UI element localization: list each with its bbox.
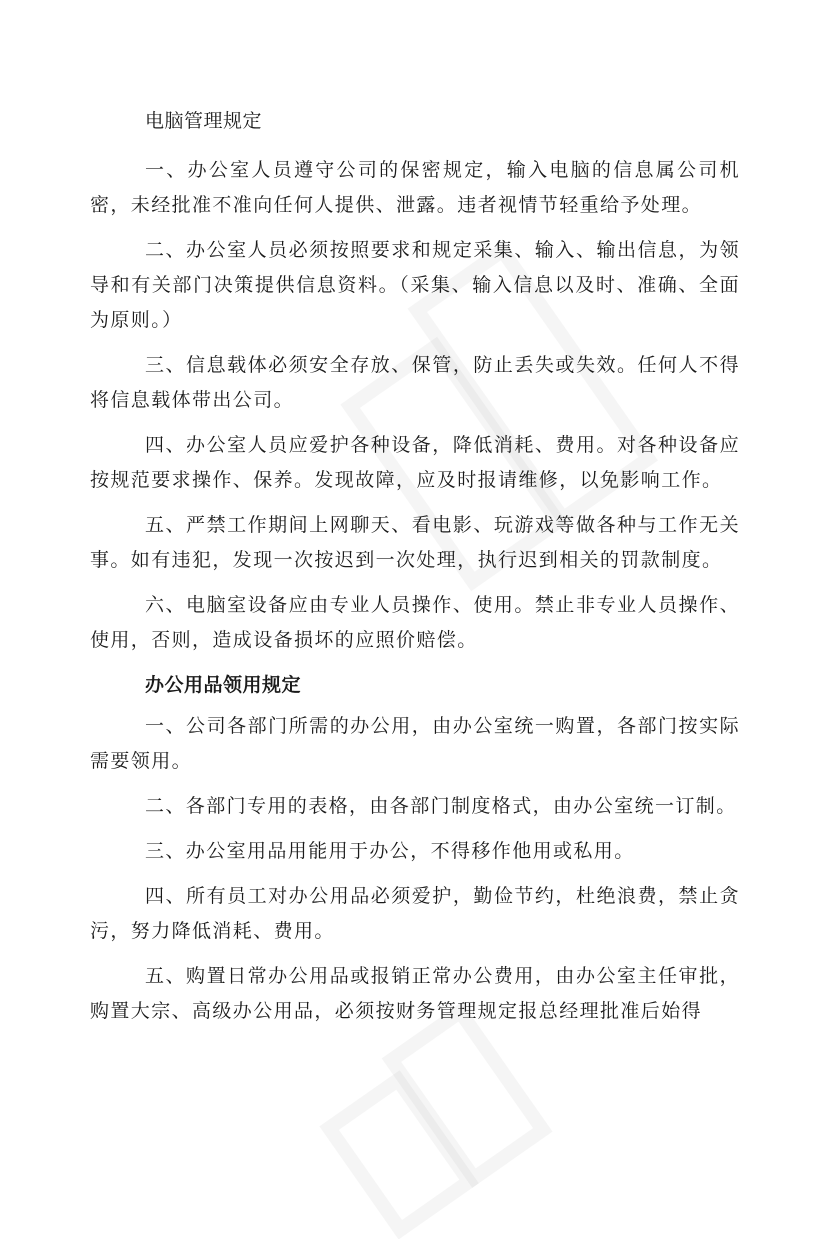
supplies-rule-1: 一、公司各部门所需的办公用，由办公室统一购置，各部门按实际需要领用。: [90, 715, 740, 772]
computer-rule-2: 二、办公室人员必须按照要求和规定采集、输入、输出信息，为领导和有关部门决策提供信息资料。（采集、输入信息以及时、准确、全面为原则。）: [90, 239, 740, 331]
computer-rule-6: 六、电脑室设备应由专业人员操作、使用。禁止非专业人员操作、使用，否则，造成设备损坏的应照价赔偿。: [90, 594, 740, 651]
computer-rule-3: 三、信息载体必须安全存放、保管，防止丢失或失效。任何人不得将信息载体带出公司。: [90, 354, 740, 411]
computer-rule-5: 五、严禁工作期间上网聊天、看电影、玩游戏等做各种与工作无关事。如有违犯，发现一次按迟到一次处理，执行迟到相关的罚款制度。: [90, 514, 740, 571]
supplies-rule-5: 五、购置日常办公用品或报销正常办公费用，由办公室主任审批，购置大宗、高级办公用品，必须按财务管理规定报总经理批准后始得: [90, 965, 740, 1022]
section-title-supplies: 办公用品领用规定: [145, 674, 302, 696]
supplies-rule-2: 二、各部门专用的表格，由各部门制度格式，由办公室统一订制。: [145, 795, 737, 817]
computer-rule-4: 四、办公室人员应爱护各种设备，降低消耗、费用。对各种设备应按规范要求操作、保养。发现故障，应及时报请维修，以免影响工作。: [90, 434, 740, 491]
section-title-computer: 电脑管理规定: [145, 110, 263, 132]
supplies-rule-3: 三、办公室用品用能用于办公，不得移作他用或私用。: [145, 840, 635, 862]
supplies-rule-4: 四、所有员工对办公用品必须爱护，勤俭节约，杜绝浪费，禁止贪污，努力降低消耗、费用。: [90, 885, 740, 942]
computer-rule-1: 一、办公室人员遵守公司的保密规定，输入电脑的信息属公司机密，未经批准不准向任何人提供、泄露。违者视情节轻重给予处理。: [90, 159, 740, 216]
document-body: [90, 104, 740, 1029]
watermark-logo-bottom: [308, 995, 552, 1224]
